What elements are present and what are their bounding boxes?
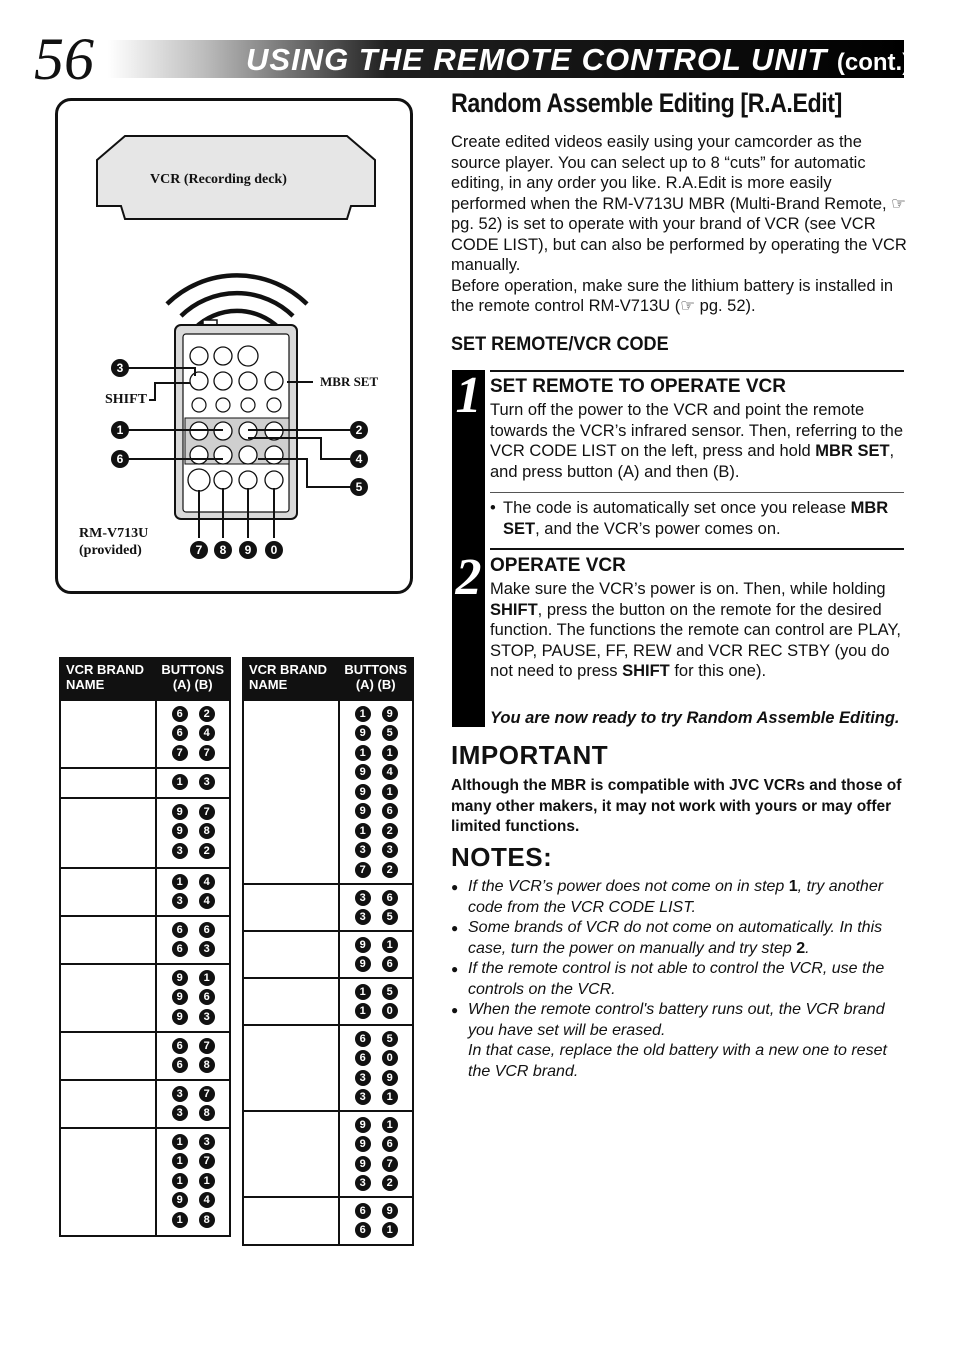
code-pair — [340, 1221, 412, 1241]
table-row — [243, 978, 413, 1025]
code-b: 3 — [199, 1134, 215, 1150]
brand-name-cell — [243, 978, 339, 1025]
code-pair — [340, 908, 412, 928]
code-b: 5 — [382, 984, 398, 1000]
code-pair — [157, 1104, 229, 1124]
code-pair — [340, 935, 412, 955]
step-2-ready-text: You are now ready to try Random Assemble Editing. — [490, 709, 900, 727]
code-b: 6 — [382, 956, 398, 972]
code-pair — [157, 822, 229, 842]
button-code-cell — [156, 700, 230, 768]
code-pair — [157, 1007, 229, 1027]
code-a: 1 — [172, 874, 188, 890]
page-title — [246, 40, 910, 78]
brand-name-cell — [60, 1128, 156, 1236]
code-pair — [340, 724, 412, 744]
button-code-cell — [339, 700, 413, 884]
intro-text-2: pg. 52) is set to operate with your brand of VCR (see VCR CODE LIST), but can also be performed by operating the VCR manually. — [451, 215, 907, 274]
step-2-text-1: Make sure the VCR’s power is on. Then, while holding — [490, 580, 886, 598]
step-1-bold-1: MBR SET — [815, 442, 890, 460]
code-b: 2 — [199, 843, 215, 859]
code-a: 1 — [355, 745, 371, 761]
code-pair — [340, 1029, 412, 1049]
code-a: 6 — [172, 706, 188, 722]
code-pair — [157, 1191, 229, 1211]
code-a: 1 — [355, 823, 371, 839]
note-item — [451, 918, 906, 959]
code-a: 9 — [172, 823, 188, 839]
brand-name-cell — [60, 798, 156, 868]
note-bullet-icon: ● — [451, 880, 459, 894]
note-item — [451, 1000, 906, 1082]
code-a: 9 — [355, 764, 371, 780]
code-a: 6 — [172, 922, 188, 938]
step-1-number: 1 — [455, 367, 482, 424]
brand-name-cell — [60, 700, 156, 768]
code-b: 7 — [199, 1086, 215, 1102]
code-a: 6 — [172, 941, 188, 957]
code-pair — [157, 1036, 229, 1056]
step-1-rule — [490, 370, 904, 372]
shift-label: SHIFT — [105, 392, 148, 407]
page-title-cont: (cont.) — [836, 49, 911, 76]
important-heading: IMPORTANT — [451, 740, 609, 770]
code-b: 1 — [382, 937, 398, 953]
code-pair — [157, 841, 229, 861]
table-header-buttons — [156, 658, 230, 700]
code-b: 8 — [199, 823, 215, 839]
code-pair — [340, 782, 412, 802]
code-pair — [340, 1088, 412, 1108]
code-b: 9 — [382, 1203, 398, 1219]
callout-9-label: 9 — [244, 543, 252, 557]
table-row — [243, 1111, 413, 1197]
code-b: 3 — [382, 842, 398, 858]
code-a: 9 — [355, 937, 371, 953]
code-pair — [340, 1135, 412, 1155]
code-pair — [340, 1201, 412, 1221]
note-3-text: If the remote control is not able to control the VCR, use the controls on the VCR. — [468, 960, 885, 998]
button-code-cell — [156, 1080, 230, 1128]
mbr-set-label: MBR SET — [320, 374, 379, 389]
code-pair — [157, 1056, 229, 1076]
code-b: 7 — [199, 745, 215, 761]
button-code-cell — [339, 1025, 413, 1111]
code-a: 1 — [355, 706, 371, 722]
code-b: 6 — [382, 1136, 398, 1152]
code-b: 2 — [382, 823, 398, 839]
code-b: 6 — [199, 989, 215, 1005]
code-a: 9 — [355, 725, 371, 741]
code-b: 2 — [199, 706, 215, 722]
code-b: 3 — [199, 1009, 215, 1025]
note-bullet-icon: ● — [451, 962, 459, 976]
table-row — [60, 768, 230, 798]
code-a: 9 — [355, 1117, 371, 1133]
button-code-cell — [156, 1032, 230, 1080]
step-1-note-text-2: , and the VCR’s power comes on. — [535, 519, 781, 538]
brand-name-cell — [60, 768, 156, 798]
code-a: 6 — [172, 1038, 188, 1054]
code-a: 1 — [172, 1173, 188, 1189]
callout-6-label: 6 — [116, 452, 124, 466]
code-b: 3 — [199, 941, 215, 957]
code-a: 3 — [355, 909, 371, 925]
callout-0-label: 0 — [270, 543, 278, 557]
intro-text-4: pg. 52). — [695, 297, 756, 315]
code-b: 5 — [382, 1031, 398, 1047]
code-pair — [340, 821, 412, 841]
table-row — [60, 868, 230, 916]
code-a: 9 — [172, 989, 188, 1005]
brand-name-cell — [243, 931, 339, 978]
step-2-bold-1: SHIFT — [490, 600, 538, 619]
page-ref-icon: ☞ — [891, 194, 906, 213]
table-header-ab-label: (A) (B) — [355, 677, 396, 692]
page-ref-icon: ☞ — [680, 297, 696, 315]
code-b: 5 — [382, 909, 398, 925]
vcr-code-table-right — [242, 657, 414, 1246]
step-1-note-bold: MBR SET — [503, 499, 889, 538]
vcr-code-rows-right — [243, 700, 413, 1245]
step-1-heading: SET REMOTE TO OPERATE VCR — [490, 376, 786, 397]
code-a: 3 — [355, 842, 371, 858]
code-b: 7 — [199, 1038, 215, 1054]
step-1-note-bullet: • — [490, 499, 496, 517]
code-a: 1 — [172, 1212, 188, 1228]
code-a: 3 — [172, 893, 188, 909]
table-row — [60, 1032, 230, 1080]
button-code-cell — [156, 916, 230, 964]
code-b: 6 — [382, 803, 398, 819]
brand-name-cell — [243, 884, 339, 931]
code-a: 6 — [355, 1203, 371, 1219]
code-a: 9 — [172, 970, 188, 986]
code-pair — [157, 1084, 229, 1104]
button-code-cell — [156, 768, 230, 798]
step-1-text-2: , and press button (A) and then (B). — [490, 442, 895, 481]
section-title: Random Assemble Editing [R.A.Edit] — [451, 88, 842, 118]
remote-model-label — [79, 525, 148, 559]
button-code-cell — [339, 884, 413, 931]
button-code-cell — [156, 798, 230, 868]
step-2-bold-2: SHIFT — [622, 662, 670, 680]
code-a: 1 — [355, 1003, 371, 1019]
note-item — [451, 877, 906, 918]
code-pair — [340, 743, 412, 763]
code-a: 9 — [355, 1156, 371, 1172]
code-pair — [340, 982, 412, 1002]
code-b: 9 — [382, 706, 398, 722]
code-a: 3 — [355, 890, 371, 906]
brand-name-cell — [60, 916, 156, 964]
code-pair — [157, 920, 229, 940]
table-row — [60, 916, 230, 964]
code-pair — [340, 1002, 412, 1022]
code-a: 3 — [355, 1175, 371, 1191]
vcr-code-table-left — [59, 657, 231, 1237]
note-bullet-icon: ● — [451, 1003, 459, 1017]
table-header-buttons — [339, 658, 413, 700]
code-a: 1 — [172, 1134, 188, 1150]
code-b: 0 — [382, 1050, 398, 1066]
code-b: 4 — [199, 893, 215, 909]
table-header-ab-label: (A) (B) — [172, 677, 213, 692]
code-pair — [340, 704, 412, 724]
callout-8-label: 8 — [219, 543, 227, 557]
code-a: 6 — [355, 1031, 371, 1047]
code-pair — [157, 872, 229, 892]
code-a: 6 — [172, 1057, 188, 1073]
brand-name-cell — [60, 868, 156, 916]
step-2-text-2: , press the button on the remote for the desired function. The functions the remote can control are PLAY, STOP, PAUSE, FF, REW and VCR REC STBY (you do not need to press — [490, 600, 901, 680]
notes-heading: NOTES: — [451, 842, 553, 872]
code-a: 9 — [355, 1136, 371, 1152]
code-b: 6 — [382, 890, 398, 906]
callout-2-label: 2 — [355, 423, 363, 437]
code-pair — [157, 724, 229, 744]
code-b: 8 — [199, 1057, 215, 1073]
step-2-heading: OPERATE VCR — [490, 555, 626, 576]
code-pair — [340, 1115, 412, 1135]
code-b: 1 — [382, 745, 398, 761]
note-1-text-c: , try another code from the VCR CODE LIST. — [468, 878, 884, 916]
button-code-cell — [156, 1128, 230, 1236]
table-row — [243, 931, 413, 978]
code-a: 1 — [172, 1153, 188, 1169]
step-1-text-1: Turn off the power to the VCR and point the remote towards the VCR’s infrared sensor. Then, referring to the VCR CODE LIST on the left, press and hold — [490, 401, 904, 460]
table-row — [243, 700, 413, 884]
code-pair — [340, 763, 412, 783]
note-1-step: 1 — [788, 878, 798, 895]
brand-name-cell — [60, 1080, 156, 1128]
vcr-code-rows-left — [60, 700, 230, 1236]
code-b: 1 — [382, 1089, 398, 1105]
note-bullet-icon: ● — [451, 921, 459, 935]
set-code-subtitle: SET REMOTE/VCR CODE — [451, 334, 669, 355]
callout-7-label: 7 — [195, 543, 203, 557]
code-pair — [340, 860, 412, 880]
code-pair — [157, 772, 229, 792]
table-row — [60, 1080, 230, 1128]
code-a: 9 — [355, 803, 371, 819]
important-text: Although the MBR is compatible with JVC VCRs and those of many other makers, it may not work with yours or may offer limited functions. — [451, 777, 902, 835]
code-pair — [157, 892, 229, 912]
code-b: 3 — [199, 774, 215, 790]
code-pair — [157, 1210, 229, 1230]
code-a: 7 — [355, 862, 371, 878]
note-1-text-a: If the VCR’s power does not come on in step — [468, 878, 789, 895]
code-b: 1 — [382, 784, 398, 800]
code-b: 2 — [382, 1175, 398, 1191]
code-b: 9 — [382, 1070, 398, 1086]
brand-name-cell — [243, 1197, 339, 1245]
note-2-step: 2 — [796, 939, 806, 957]
step-1-divider — [490, 492, 904, 493]
step-1-note-text-1: The code is automatically set once you release — [503, 499, 851, 517]
code-pair — [340, 1068, 412, 1088]
callout-1-label: 1 — [116, 423, 124, 437]
callout-3-label: 3 — [116, 361, 124, 375]
code-b: 7 — [382, 1156, 398, 1172]
code-a: 3 — [355, 1089, 371, 1105]
remote-control-body — [175, 320, 297, 519]
code-b: 1 — [199, 1173, 215, 1189]
code-pair — [340, 1154, 412, 1174]
brand-name-cell — [60, 1032, 156, 1080]
code-b: 7 — [199, 1153, 215, 1169]
code-a: 1 — [172, 774, 188, 790]
code-b: 8 — [199, 1105, 215, 1121]
code-pair — [340, 955, 412, 975]
code-b: 1 — [199, 970, 215, 986]
button-code-cell — [339, 1197, 413, 1245]
code-b: 7 — [199, 804, 215, 820]
code-pair — [157, 704, 229, 724]
code-pair — [157, 940, 229, 960]
code-a: 1 — [355, 984, 371, 1000]
code-b: 1 — [382, 1222, 398, 1238]
table-row — [243, 1025, 413, 1111]
step-1-body — [490, 400, 904, 482]
code-b: 6 — [199, 922, 215, 938]
button-code-cell — [339, 931, 413, 978]
code-a: 9 — [172, 1009, 188, 1025]
code-b: 5 — [382, 725, 398, 741]
brand-name-cell — [243, 1111, 339, 1197]
table-header-buttons-label: BUTTONS — [161, 662, 224, 677]
intro-paragraph — [451, 132, 907, 317]
code-b: 4 — [199, 874, 215, 890]
callout-5-label: 5 — [355, 480, 363, 494]
callout-4-label: 4 — [355, 452, 363, 466]
code-a: 9 — [355, 784, 371, 800]
step-2-rule — [490, 548, 904, 550]
code-pair — [157, 968, 229, 988]
button-code-cell — [339, 978, 413, 1025]
note-item — [451, 959, 906, 1000]
table-header-buttons-label: BUTTONS — [344, 662, 407, 677]
code-b: 4 — [199, 725, 215, 741]
button-code-cell — [156, 868, 230, 916]
code-pair — [157, 1152, 229, 1172]
code-a: 3 — [172, 1105, 188, 1121]
step-2-body — [490, 579, 904, 682]
code-pair — [157, 1132, 229, 1152]
note-2-text-a: Some brands of VCR do not come on automatically. In this case, turn the power on manually and try step — [468, 919, 883, 957]
note-4-text: When the remote control's battery runs out, the VCR brand you have set will be erased. — [468, 1001, 885, 1039]
code-a: 3 — [172, 843, 188, 859]
step-2-bar — [452, 548, 485, 727]
button-code-cell — [156, 964, 230, 1032]
code-a: 9 — [355, 956, 371, 972]
code-a: 9 — [172, 804, 188, 820]
table-header-brand: VCR BRAND NAME — [60, 658, 156, 700]
code-pair — [157, 802, 229, 822]
code-pair — [340, 1049, 412, 1069]
table-row — [60, 700, 230, 768]
code-pair — [340, 841, 412, 861]
code-pair — [157, 743, 229, 763]
table-row — [243, 884, 413, 931]
code-a: 3 — [355, 1070, 371, 1086]
step-2-number: 2 — [455, 549, 482, 606]
intro-text-3: Before operation, make sure the lithium battery is installed in the remote control RM-V713U ( — [451, 276, 894, 315]
code-b: 1 — [382, 1117, 398, 1133]
code-b: 4 — [199, 1192, 215, 1208]
step-2-text-3: for this one). — [669, 662, 767, 680]
step-1-note — [490, 498, 904, 539]
note-4-extra-text: In that case, replace the old battery with a new one to reset the VCR brand. — [468, 1042, 887, 1080]
code-a: 7 — [172, 745, 188, 761]
code-b: 4 — [382, 764, 398, 780]
brand-name-cell — [243, 1025, 339, 1111]
table-row — [60, 964, 230, 1032]
code-pair — [340, 1174, 412, 1194]
table-row — [60, 1128, 230, 1236]
code-a: 6 — [172, 725, 188, 741]
vcr-deck-label: VCR (Recording deck) — [150, 172, 287, 187]
code-a: 3 — [172, 1086, 188, 1102]
note-2-text-c: . — [805, 939, 810, 957]
table-header-brand: VCR BRAND NAME — [243, 658, 339, 700]
button-code-cell — [339, 1111, 413, 1197]
code-pair — [157, 1171, 229, 1191]
page-title-text: USING THE REMOTE CONTROL UNIT — [246, 42, 828, 77]
page-number: 56 — [34, 26, 94, 92]
remote-model-line-2: (provided) — [79, 543, 142, 558]
code-b: 2 — [382, 862, 398, 878]
code-pair — [340, 802, 412, 822]
table-row — [60, 798, 230, 868]
step-1-bar — [452, 367, 485, 548]
brand-name-cell — [243, 700, 339, 884]
code-a: 6 — [355, 1222, 371, 1238]
code-a: 9 — [172, 1192, 188, 1208]
table-row — [243, 1197, 413, 1245]
brand-name-cell — [60, 964, 156, 1032]
code-pair — [340, 888, 412, 908]
code-a: 6 — [355, 1050, 371, 1066]
intro-text-1: Create edited videos easily using your camcorder as the source player. You can select up to 8 “cuts” for automatic editing, in any order you like. R.A.Edit is more easily performed when the RM-V713U MBR (Multi-Brand Remote, — [451, 133, 892, 213]
code-pair — [157, 988, 229, 1008]
remote-model-line-1: RM-V713U — [79, 526, 149, 541]
code-b: 8 — [199, 1212, 215, 1228]
code-b: 0 — [382, 1003, 398, 1019]
